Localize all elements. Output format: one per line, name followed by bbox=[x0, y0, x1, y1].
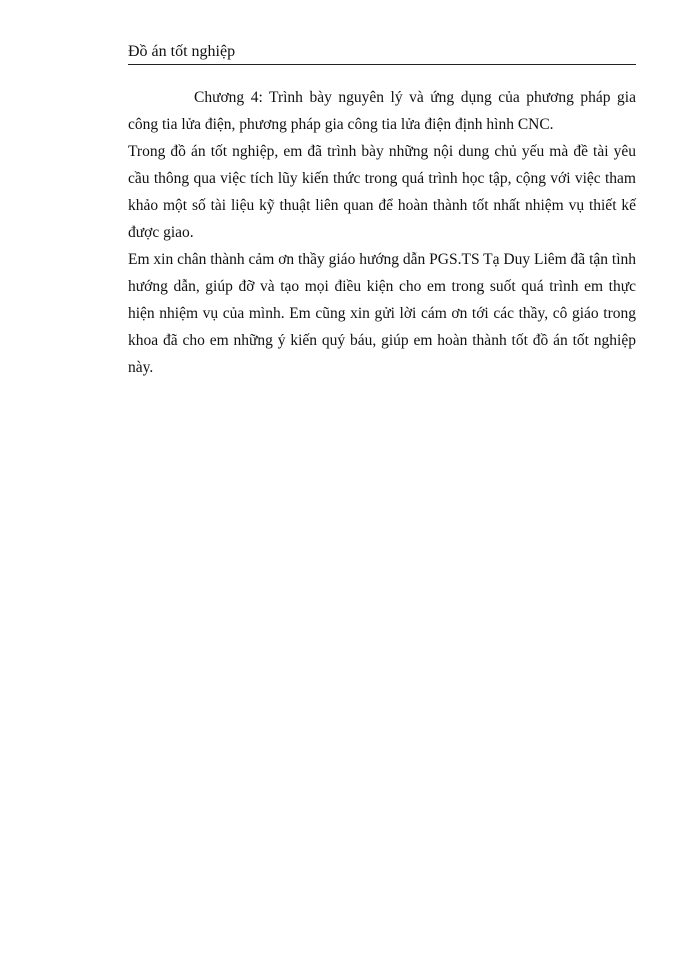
paragraph-chapter-4: Chương 4: Trình bày nguyên lý và ứng dụng của phương pháp gia công tia lửa điện, phương pháp gia công tia lửa điện định hình CNC. bbox=[128, 89, 636, 133]
document-body bbox=[128, 84, 636, 381]
page-header bbox=[128, 40, 636, 65]
header-title: Đồ án tốt nghiệp bbox=[128, 43, 236, 60]
paragraph-acknowledgement: Em xin chân thành cảm ơn thầy giáo hướng dẫn PGS.TS Tạ Duy Liêm đã tận tình hướng dẫn, giúp đỡ và tạo mọi điều kiện cho em trong suốt quá trình em thực hiện nhiệm vụ của mình. Em cũng xin gửi lời cám ơn tới các thầy, cô giáo trong khoa đã cho em những ý kiến quý báu, giúp em hoàn thành tốt đồ án tốt nghiệp này. bbox=[128, 251, 636, 376]
paragraph-thesis-summary: Trong đồ án tốt nghiệp, em đã trình bày những nội dung chủ yếu mà đề tài yêu cầu thông qua việc tích lũy kiến thức trong quá trình học tập, cộng với việc tham khảo một số tài liệu kỹ thuật liên quan để hoàn thành tốt nhất nhiệm vụ thiết kế được giao. bbox=[128, 143, 636, 241]
